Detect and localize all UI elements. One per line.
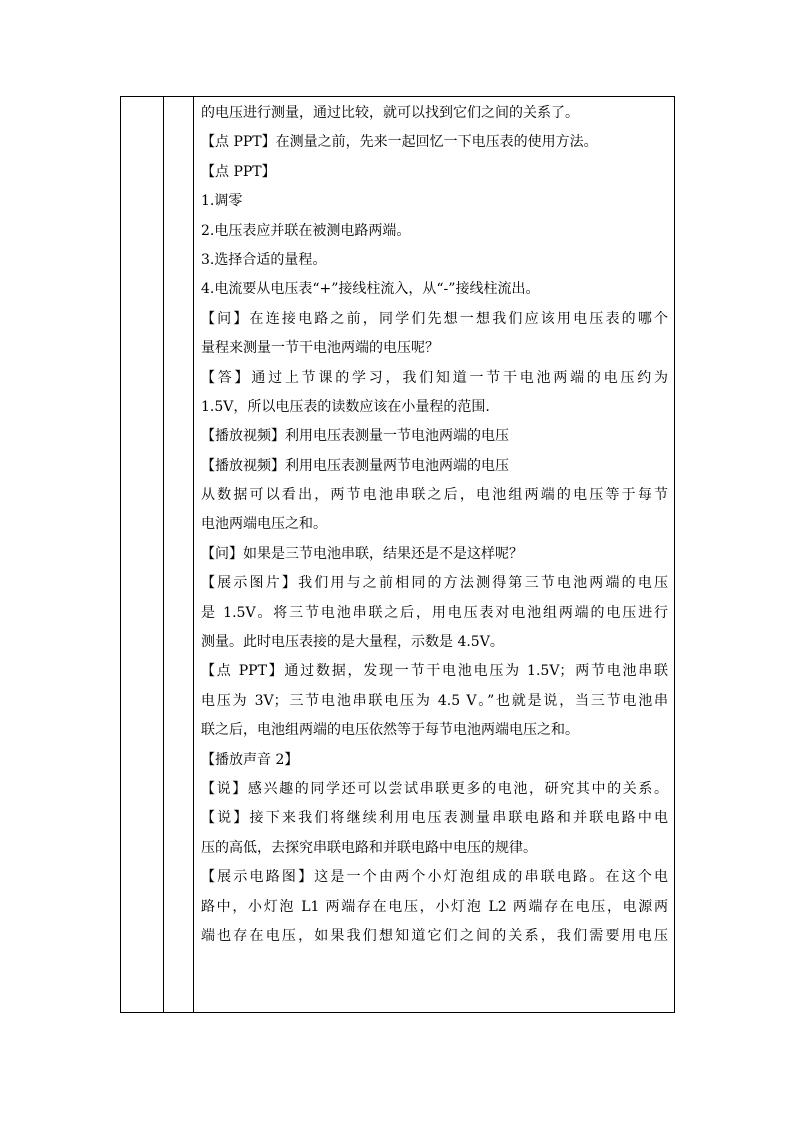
table-cell-empty-2: [164, 97, 194, 1013]
text-line: 1.5V，所以电压表的读数应该在小量程的范围.: [201, 398, 490, 415]
text-line: 量程来测量一节干电池两端的电压呢？: [201, 340, 439, 357]
text-line: 2.电压表应并联在被测电路两端。: [201, 222, 411, 239]
text-line: 端也存在电压，如果我们想知道它们之间的关系，我们需要用电压: [201, 927, 668, 944]
text-line: 压的高低，去探究串联电路和并联电路中电压的规律。: [201, 839, 537, 856]
text-line: 【播放声音 2】: [201, 751, 299, 768]
text-line: 【说】感兴趣的同学还可以尝试串联更多的电池，研究其中的关系。: [201, 780, 668, 797]
text-line: 电池两端电压之和。: [201, 516, 327, 533]
text-line: 【展示图片】我们用与之前相同的方法测得第三节电池两端的电压: [201, 575, 668, 592]
text-line: 1.调零: [201, 193, 243, 210]
text-line: 测量。此时电压表接的是大量程，示数是 4.5V。: [201, 634, 504, 651]
text-line: 4.电流要从电压表“+”接线柱流入，从“-”接线柱流出。: [201, 281, 540, 298]
text-line: 【点 PPT】通过数据，发现一节干电池电压为 1.5V；两节电池串联: [201, 663, 668, 680]
text-line: 路中，小灯泡 L1 两端存在电压，小灯泡 L2 两端存在电压，电源两: [201, 898, 668, 915]
text-line: 【说】接下来我们将继续利用电压表测量串联电路和并联电路中电: [201, 810, 668, 827]
text-line: 是 1.5V。将三节电池串联之后，用电压表对电池组两端的电压进行: [201, 604, 668, 621]
text-line: 【点 PPT】在测量之前，先来一起回忆一下电压表的使用方法。: [201, 134, 598, 151]
table-row: [121, 97, 675, 1013]
text-line: 从数据可以看出，两节电池串联之后，电池组两端的电压等于每节: [201, 487, 668, 504]
text-line: 电压为 3V；三节电池串联电压为 4.5 V。”也就是说，当三节电池串: [201, 692, 668, 709]
text-line: 【答】通过上节课的学习，我们知道一节干电池两端的电压约为: [201, 369, 668, 386]
text-line: 【播放视频】利用电压表测量一节电池两端的电压: [201, 428, 509, 445]
text-line: 【展示电路图】这是一个由两个小灯泡组成的串联电路。在这个电: [201, 869, 668, 886]
text-line: 【点 PPT】: [201, 163, 276, 180]
table-cell-empty-1: [121, 97, 164, 1013]
text-line: 联之后，电池组两端的电压依然等于每节电池两端电压之和。: [201, 722, 579, 739]
lesson-table: [120, 96, 675, 1013]
table-cell-content: [194, 97, 675, 1013]
text-line: 【播放视频】利用电压表测量两节电池两端的电压: [201, 457, 509, 474]
text-line: 【问】如果是三节电池串联，结果还是不是这样呢？: [201, 545, 523, 562]
text-line: 的电压进行测量，通过比较，就可以找到它们之间的关系了。: [201, 105, 579, 121]
text-line: 【问】在连接电路之前，同学们先想一想我们应该用电压表的哪个: [201, 310, 668, 327]
text-line: 3.选择合适的量程。: [201, 251, 327, 268]
